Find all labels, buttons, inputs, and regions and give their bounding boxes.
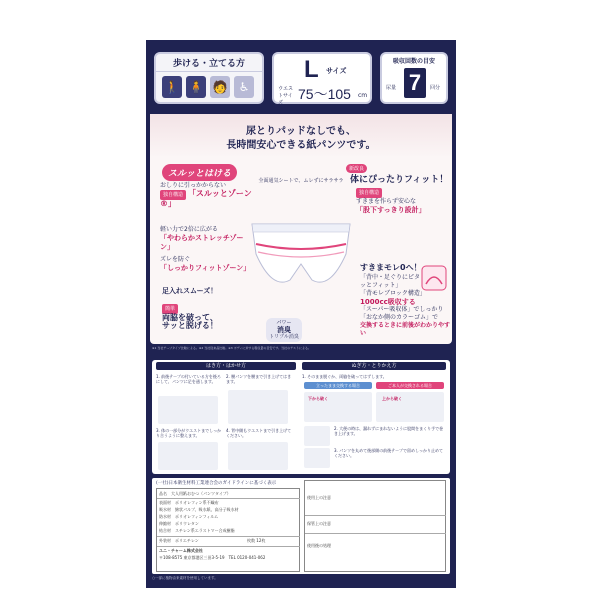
triple-label: トリプル消臭 [269, 334, 299, 340]
spec-divider [157, 536, 300, 537]
spec-row-4: 防水材 ポリオレフィンフィルム [159, 514, 219, 519]
tear-from-bottom-label: 下から破く [308, 396, 328, 401]
walk-icons [162, 76, 254, 98]
slip-foot: 足入れスムーズ！ [162, 287, 218, 295]
footnote: ○一部に植物由来素材を使用しています。 [152, 576, 218, 580]
zero-point-2: 「背モレブロック構造」 [360, 290, 426, 297]
spec-row-3: 吸水材 綿状パルプ、吸水紙、高分子吸水材 [159, 507, 239, 512]
waist-range: 75〜105 [298, 86, 351, 102]
spec-divider [157, 546, 300, 547]
point-3 [160, 256, 252, 273]
power-label: パワー [276, 320, 292, 326]
side-pill: 簡単 [162, 304, 178, 314]
spec-caution-use: 使用上の注意 [307, 495, 331, 500]
fit-line: すきまを作らず安心な [356, 198, 417, 205]
point-1-big: 「スルッとゾーン®」 [160, 189, 252, 208]
walking-person-icon: 🚶 [162, 76, 182, 98]
spec-count: 枚数 12枚 [247, 538, 266, 543]
spec-address: 〒108-8575 東京都港区三田3-5-19 TEL 0120-041-062 [159, 555, 266, 560]
headline-band [150, 114, 452, 158]
spec-divider [157, 498, 300, 499]
pants-illustration [242, 214, 360, 294]
spec-divider [305, 533, 446, 534]
remove-step-1: 1. そのまま脱ぐか、両脇を破ってはずします。 [302, 374, 387, 379]
fit-points [356, 188, 448, 215]
diagram-label: 全面通気シートで、ムレずにサラサラ [258, 178, 344, 184]
color-line: 「おなか側のカラーゴム」で [360, 314, 439, 321]
waist-label: ウエストサイズ [278, 86, 294, 106]
walk-title: 歩ける・立てる方 [156, 56, 262, 72]
point-2-big: 「やわらかストレッチゾーン」 [160, 234, 244, 251]
color-big: 交換するときに前後がわかりやすい [360, 322, 451, 337]
spec-table [152, 478, 450, 574]
new-badge: 新改良 [346, 164, 367, 173]
spec-divider [305, 515, 446, 516]
side-line-2: サッと脱げる！ [162, 321, 218, 330]
wheelchair-icon: ♿ [234, 76, 254, 98]
spec-row-5: 伸縮材 ポリウレタン [159, 521, 199, 526]
spec-seller: ユニ・チャーム株式会社 [159, 548, 203, 553]
spec-grid-left [156, 488, 300, 572]
point-1 [160, 182, 252, 209]
slip-logo: スルッとはける [162, 164, 237, 181]
wear-step-3-illustration [158, 442, 218, 470]
size-suffix: サイズ [326, 67, 347, 75]
cc-line: 1000cc吸収する [360, 298, 416, 306]
absorb-unit-right: 回分 [430, 85, 441, 91]
instructions-panel [152, 360, 450, 474]
point-2 [160, 226, 252, 252]
swap-self-tag: ご本人が交換される場合 [376, 382, 444, 389]
remove-instructions-header: ぬぎ方・とりかえ方 [302, 362, 446, 370]
cc-sub: 「スーパー吸収体」でしっかり [360, 306, 444, 313]
wear-step-2-illustration [228, 390, 288, 424]
cc-points [360, 298, 452, 338]
zero-points [360, 274, 424, 298]
wear-step-4-illustration [228, 442, 288, 470]
remove-step-3-illustration [304, 448, 330, 468]
feature-panel [150, 114, 452, 344]
size-box [272, 52, 372, 104]
absorb-title: 吸収回数の目安 [392, 58, 435, 65]
top-band [146, 40, 456, 112]
tear-from-top-label: 上から破く [382, 396, 402, 401]
spec-row-7: 外装材 ポリエチレン [159, 538, 199, 543]
point-3-big: 「しっかりフィットゾーン」 [160, 264, 251, 272]
wear-instructions-header: はき方・はかせ方 [156, 362, 296, 370]
fit-pill: 独自構造 [356, 188, 382, 198]
wear-step-4: 4. 背中側もウエストまで引き上げてください。 [226, 428, 292, 438]
absorb-unit-left: 尿量 [386, 85, 397, 91]
wear-step-1: 1. 前後テープの付いている方を後ろにして、パンツに足を通します。 [156, 374, 221, 384]
spec-caution-storage: 保管上の注意 [307, 521, 331, 526]
absorb-count: 7 [404, 68, 426, 98]
spec-title: (一社)日本衛生材料工業連合会のガイドラインに基づく表示 [156, 481, 277, 486]
deodorant-label: 消臭 [277, 326, 291, 334]
spec-row-6: 結合材 スチレン系エラストマー合成樹脂 [159, 528, 235, 533]
swap-standing-tag: 立ったまま交換する場合 [304, 382, 372, 389]
remove-step-3: 3. パンツを丸めて後部側の前後テープで留めしっかり止めてください。 [334, 448, 444, 458]
fit-big: 「股下すっきり設計」 [356, 206, 426, 214]
remove-step-2-illustration [304, 426, 330, 446]
spec-row-1: 品名 大人用紙おむつ（パンツタイプ） [159, 491, 231, 496]
point-3-text: ズレを防ぐ [160, 256, 191, 263]
wear-step-1-illustration [158, 396, 218, 424]
point-2-text: 軽い力で2倍に広がる [160, 226, 218, 233]
spec-disposal: 使用後の処理 [307, 543, 331, 548]
remove-step-2: 2. 大便の時は、漏れずにまれないように股間をまくり手で巻き上げます。 [334, 426, 444, 436]
package-back [146, 40, 456, 588]
side-line-1: 両脇を破って、 [162, 313, 218, 322]
wear-step-3: 3. 体の一部分がウエストまでしっかり合うように整えます。 [156, 428, 222, 438]
side-points [162, 304, 254, 330]
assisted-person-icon: 🧑 [210, 76, 230, 98]
walk-ability-box [154, 52, 264, 104]
waist-unit: cm [358, 92, 368, 99]
wear-step-2: 2. 腰パンツを腰まで引き上げてはきます。 [226, 374, 292, 384]
headline-line2: 長時間安心できる紙パンツです。 [226, 140, 376, 151]
absorb-box [380, 52, 448, 104]
leak-guard-icon [420, 264, 448, 292]
zero-title: すきまモレ0へ！ [360, 263, 422, 272]
power-deodorant-badge [266, 318, 302, 342]
point-1-pill: 独自構造 [160, 190, 186, 200]
headline-line1: 尿とりパッドなしでも、 [246, 126, 356, 137]
zero-point-1: 「背中・足ぐりにピタッとフィット」 [360, 274, 421, 289]
size-letter: L [304, 56, 319, 83]
cane-person-icon: 🧍 [186, 76, 206, 98]
feature-notes: ※1 当社テープタイプ比較による。※2 当社従来品比較。※3 ボディに対する吸収量の目安です。当社のテストによる。 [152, 346, 312, 350]
fit-title: 体にぴったりフィット！ [350, 175, 449, 185]
spec-row-2: 表面材 ポリオレフィン系不織布 [159, 500, 219, 505]
point-1-text: おしりに引っかからない [160, 182, 227, 189]
spec-grid-right [304, 480, 446, 572]
